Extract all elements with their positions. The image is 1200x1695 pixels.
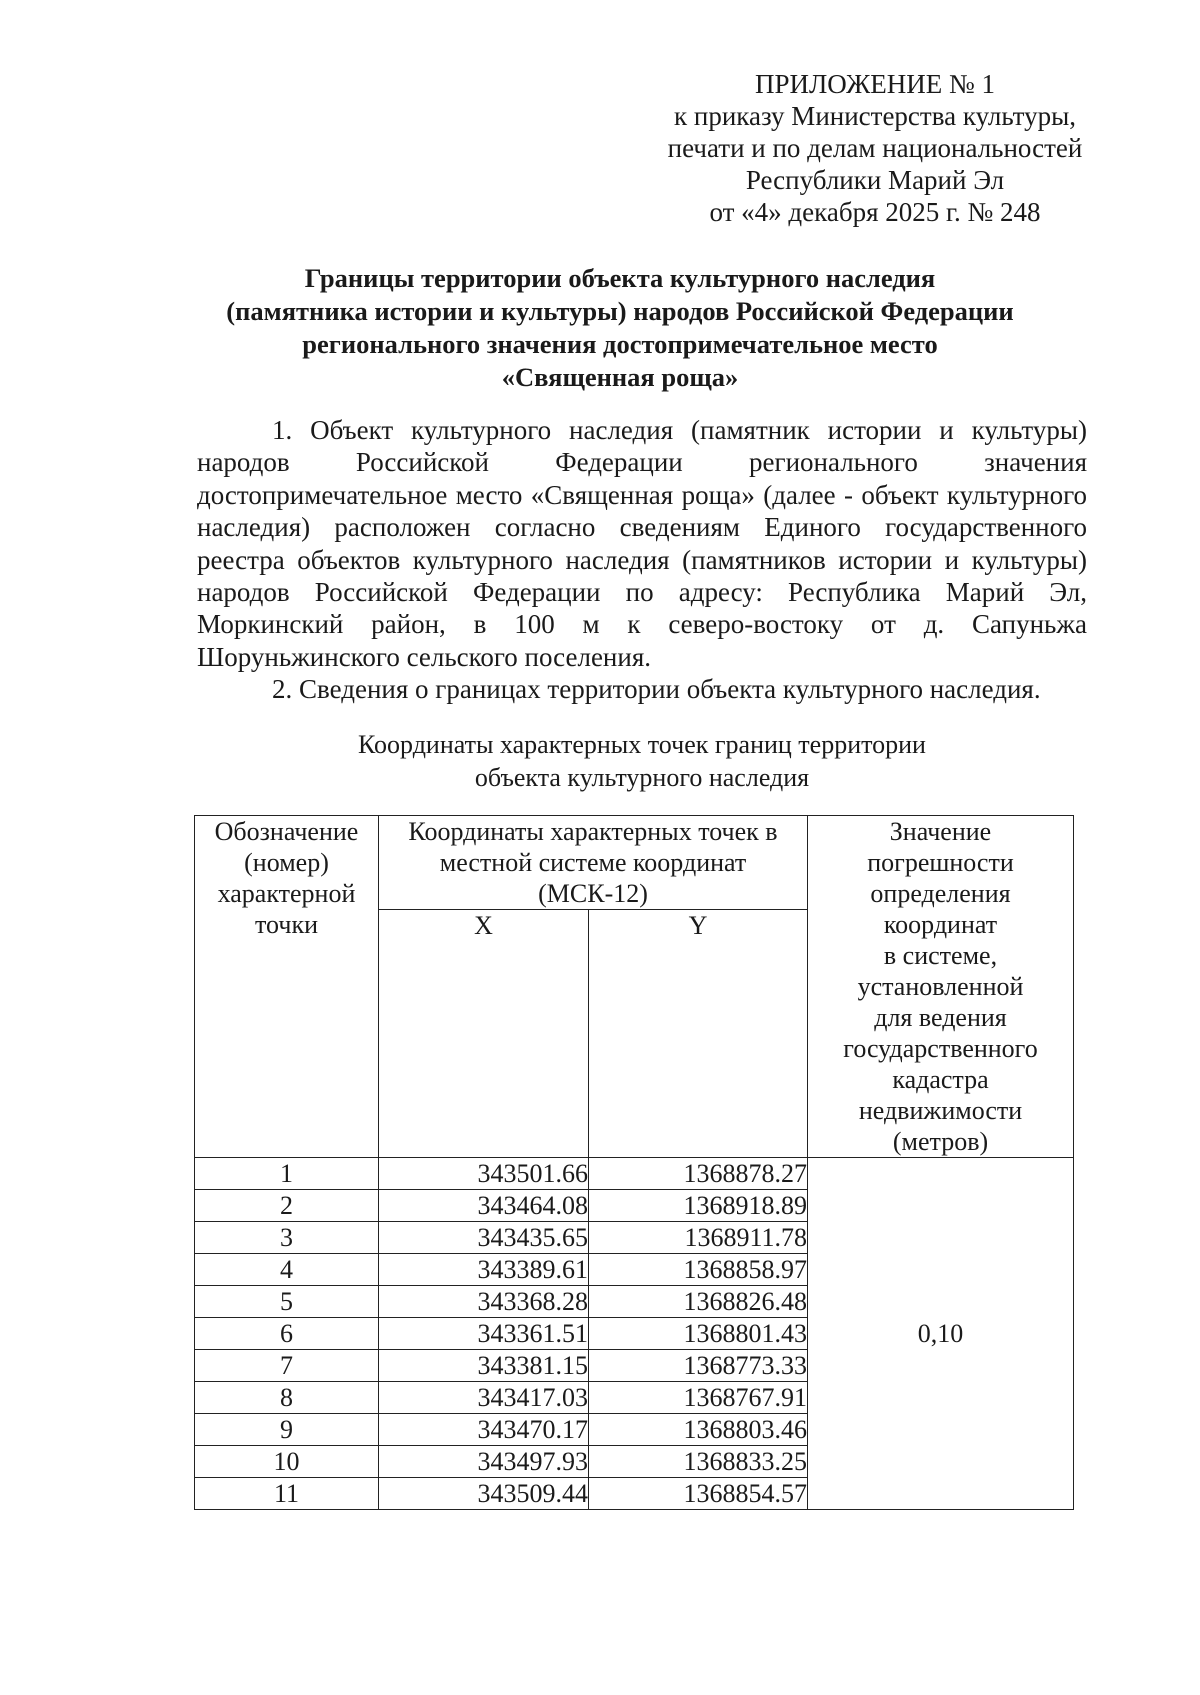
coord-x: 343417.03 [379, 1382, 589, 1414]
coordinates-table [194, 815, 1074, 1510]
coord-y: 1368767.91 [589, 1382, 808, 1414]
caption-line: объекта культурного наследия [474, 763, 810, 792]
appendix-line: Республики Марий Эл [745, 165, 1005, 195]
coord-y: 1368803.46 [589, 1414, 808, 1446]
point-number: 7 [195, 1350, 379, 1382]
coord-y: 1368858.97 [589, 1254, 808, 1286]
coord-x: 343501.66 [379, 1158, 589, 1190]
appendix-line: к приказу Министерства культуры, [674, 101, 1076, 131]
title-line: регионального значения достопримечательное место [302, 329, 938, 359]
coord-y: 1368911.78 [589, 1222, 808, 1254]
title-line: «Священная роща» [501, 362, 739, 392]
point-number: 3 [195, 1222, 379, 1254]
point-number: 9 [195, 1414, 379, 1446]
coord-x: 343470.17 [379, 1414, 589, 1446]
coord-y: 1368878.27 [589, 1158, 808, 1190]
point-number: 11 [195, 1478, 379, 1510]
header-y: Y [589, 910, 808, 1158]
coord-x: 343435.65 [379, 1222, 589, 1254]
coord-y: 1368854.57 [589, 1478, 808, 1510]
coord-y: 1368826.48 [589, 1286, 808, 1318]
coord-x: 343464.08 [379, 1190, 589, 1222]
coord-y: 1368918.89 [589, 1190, 808, 1222]
title-line: Границы территории объекта культурного наследия [304, 263, 936, 293]
appendix-line: печати и по делам национальностей [667, 133, 1083, 163]
point-number: 10 [195, 1446, 379, 1478]
coord-x: 343497.93 [379, 1446, 589, 1478]
paragraph-1: 1. Объект культурного наследия (памятник истории и культуры) народов Российской Федерации регионального значения достопримечательное место «Священная роща» (далее - объект культурного наследия) расположен согласно сведениям Единого государственного реестра объектов культурного наследия (памятников истории и культуры) народов Российской Федерации по адресу: Республика Марий Эл, Моркинский район, в 100 м к северо-востоку от д. Сапуньжа Шоруньжинского сельского поселения. [197, 415, 1087, 672]
point-number: 4 [195, 1254, 379, 1286]
point-number: 5 [195, 1286, 379, 1318]
table-row [195, 1158, 1074, 1190]
point-number: 1 [195, 1158, 379, 1190]
header-point-label: Обозначение (номер) характерной точки [195, 816, 379, 1158]
point-number: 8 [195, 1382, 379, 1414]
body-text [197, 414, 1087, 706]
header-coordinates: Координаты характерных точек в местной системе координат (МСК-12) [379, 816, 808, 910]
header-x: X [379, 910, 589, 1158]
coord-y: 1368833.25 [589, 1446, 808, 1478]
table-caption [197, 728, 1087, 794]
appendix-line: ПРИЛОЖЕНИЕ № 1 [754, 69, 996, 99]
point-number: 6 [195, 1318, 379, 1350]
header-error: Значение погрешности определения координат в системе, установленной для ведения государственного кадастра недвижимости (метров) [808, 816, 1074, 1158]
coord-y: 1368773.33 [589, 1350, 808, 1382]
coord-y: 1368801.43 [589, 1318, 808, 1350]
coord-x: 343361.51 [379, 1318, 589, 1350]
caption-line: Координаты характерных точек границ территории [358, 730, 926, 759]
title-line: (памятника истории и культуры) народов Российской Федерации [226, 296, 1014, 326]
document-title [150, 262, 1090, 394]
coord-x: 343368.28 [379, 1286, 589, 1318]
coord-x: 343509.44 [379, 1478, 589, 1510]
point-number: 2 [195, 1190, 379, 1222]
paragraph-2: 2. Сведения о границах территории объекта культурного наследия. [272, 674, 1041, 705]
appendix-line: от «4» декабря 2025 г. № 248 [709, 197, 1041, 227]
appendix-header [640, 68, 1110, 228]
error-value: 0,10 [808, 1158, 1074, 1510]
coord-x: 343389.61 [379, 1254, 589, 1286]
coord-x: 343381.15 [379, 1350, 589, 1382]
